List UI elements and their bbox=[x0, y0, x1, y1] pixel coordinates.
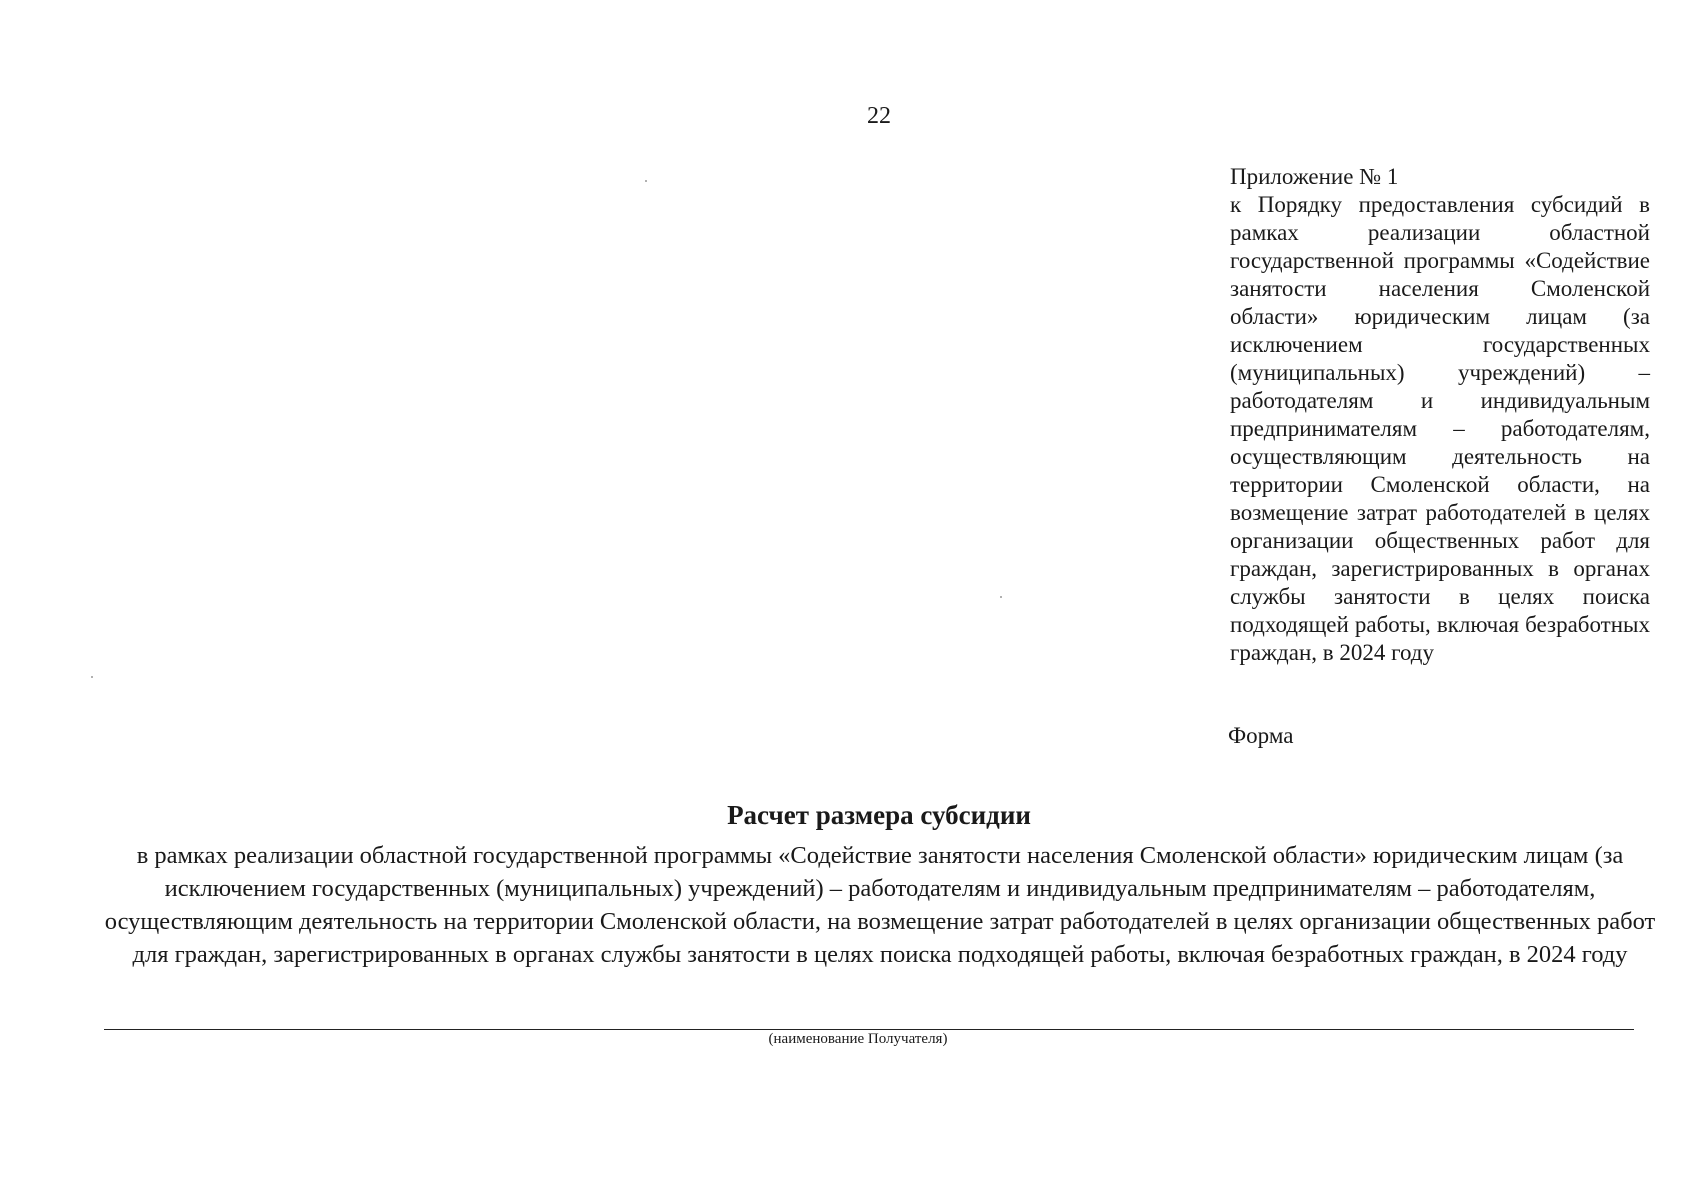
page-number: 22 bbox=[867, 103, 891, 129]
document-title: Расчет размера субсидии bbox=[727, 800, 1031, 830]
recipient-name-line bbox=[104, 1029, 1634, 1030]
document-subtitle: в рамках реализации областной государственной программы «Содействие занятости населения Смоленской области» юридическим лицам (за исключением государственных (муниципальных) учреждений) – работодателям и индивидуальным предпринимателям – работодателям, осуществляющим деятельность на территории Смоленской области, на возмещение затрат работодателей в целях организации общественных работ для граждан, зарегистрированных в органах службы занятости в целях поиска подходящей работы, включая безработных граждан, в 2024 году bbox=[104, 842, 1656, 968]
scan-speck bbox=[91, 676, 93, 678]
scan-speck bbox=[645, 180, 647, 182]
appendix-block bbox=[1230, 163, 1650, 667]
form-label: Форма bbox=[1228, 723, 1294, 748]
scan-speck bbox=[1000, 596, 1002, 598]
recipient-caption: (наименование Получателя) bbox=[768, 1031, 948, 1047]
appendix-body: к Порядку предоставления субсидий в рамках реализации областной государственной программы «Содействие занятости населения Смоленской области» юридическим лицам (за исключением государственных (муниципальных) учреждений) – работодателям и индивидуальным предпринимателям – работодателям, осуществляющим деятельность на территории Смоленской области, на возмещение затрат работодателей в целях организации общественных работ для граждан, зарегистрированных в органах службы занятости в целях поиска подходящей работы, включая безработных граждан, в 2024 году bbox=[1230, 192, 1650, 665]
appendix-title: Приложение № 1 bbox=[1230, 164, 1399, 189]
